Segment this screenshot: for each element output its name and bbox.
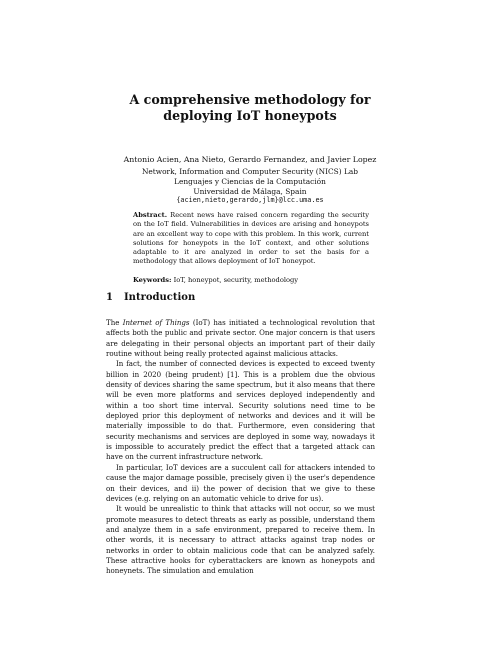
paragraph-1-text: (IoT) has initiated a technological revolution that affects both the public and private sector. One major concern is that users are delegating in their personal objects an important part of their daily routine without being really protected against malicious attacks. <box>106 318 375 359</box>
affiliation-university: Universidad de Málaga, Spain <box>193 186 307 196</box>
paper-title <box>110 92 390 124</box>
section-heading-introduction <box>106 291 346 305</box>
abstract-label: Abstract. <box>133 211 168 219</box>
keywords-label: Keywords: <box>133 276 172 284</box>
paragraph-4: It would be unrealistic to think that attacks will not occur, so we must promote measures to detect threats as early as possible, understand them and analyze them in a safe environment, prepared to receive them. In other words, it is necessary to attract attacks against trap nodes or networks in order to obtain malicious code that can be analyzed safely. These attractive hooks for cyberattackers are known as honeypots and honeynets. The simulation and emulation <box>106 504 375 576</box>
introduction-body <box>106 318 375 577</box>
paper-title-line-2: deploying IoT honeypots <box>163 108 337 123</box>
paragraph-1 <box>106 318 375 359</box>
section-title: Introduction <box>124 292 196 303</box>
affiliation-lab: Network, Information and Computer Security (NICS) Lab <box>141 167 359 176</box>
abstract <box>133 211 369 267</box>
paragraph-3: In particular, IoT devices are a succulent call for attackers intended to cause the major damage possible, precisely given i) the user's dependence on their devices, and ii) the power of decision that we give to these devices (e.g. relying on an automatic vehicle to drive for us). <box>106 462 375 503</box>
author-emails: {acien,nieto,gerardo,jlm}@lcc.uma.es <box>176 196 324 205</box>
paragraph-1-emphasis: Internet of Things <box>122 318 190 327</box>
paper-title-line-1: A comprehensive methodology for <box>129 92 371 107</box>
paragraph-2: In fact, the number of connected devices is expected to exceed twenty billion in 2020 (being prudent) [1]. This is a problem due the obvious density of devices sharing the same spectrum, but it also means that there will be even more platforms and services deployed independently and within a too short time interval. Security solutions need time to be deployed prior this deployment of networks and devices and it will be materially impossible to do that. Furthermore, even considering that security mechanisms and services are deployed in some way, nowadays it is impossible to accurately predict the effect that a targeted attack can have on the current infrastructure network. <box>106 359 375 462</box>
affiliation-department: Lenguajes y Ciencias de la Computación <box>174 176 326 186</box>
keywords-text: IoT, honeypot, security, methodology <box>173 276 299 284</box>
abstract-text: Recent news have raised concern regarding the security on the IoT field. Vulnerabilities in devices are arising and honeypots are an excellent way to cope with this problem. In this work, current solutions for honeypots in the IoT context, and other solutions adaptable to it are analyzed in order to set the basis for a methodology that allows deployment of IoT honeypot. <box>133 211 369 266</box>
author-list: Antonio Acien, Ana Nieto, Gerardo Fernandez, and Javier Lopez <box>123 155 377 164</box>
author-affiliation <box>138 167 362 206</box>
section-number: 1 <box>106 292 113 303</box>
paragraph-1-lead: The <box>106 318 123 327</box>
keywords <box>133 276 369 285</box>
